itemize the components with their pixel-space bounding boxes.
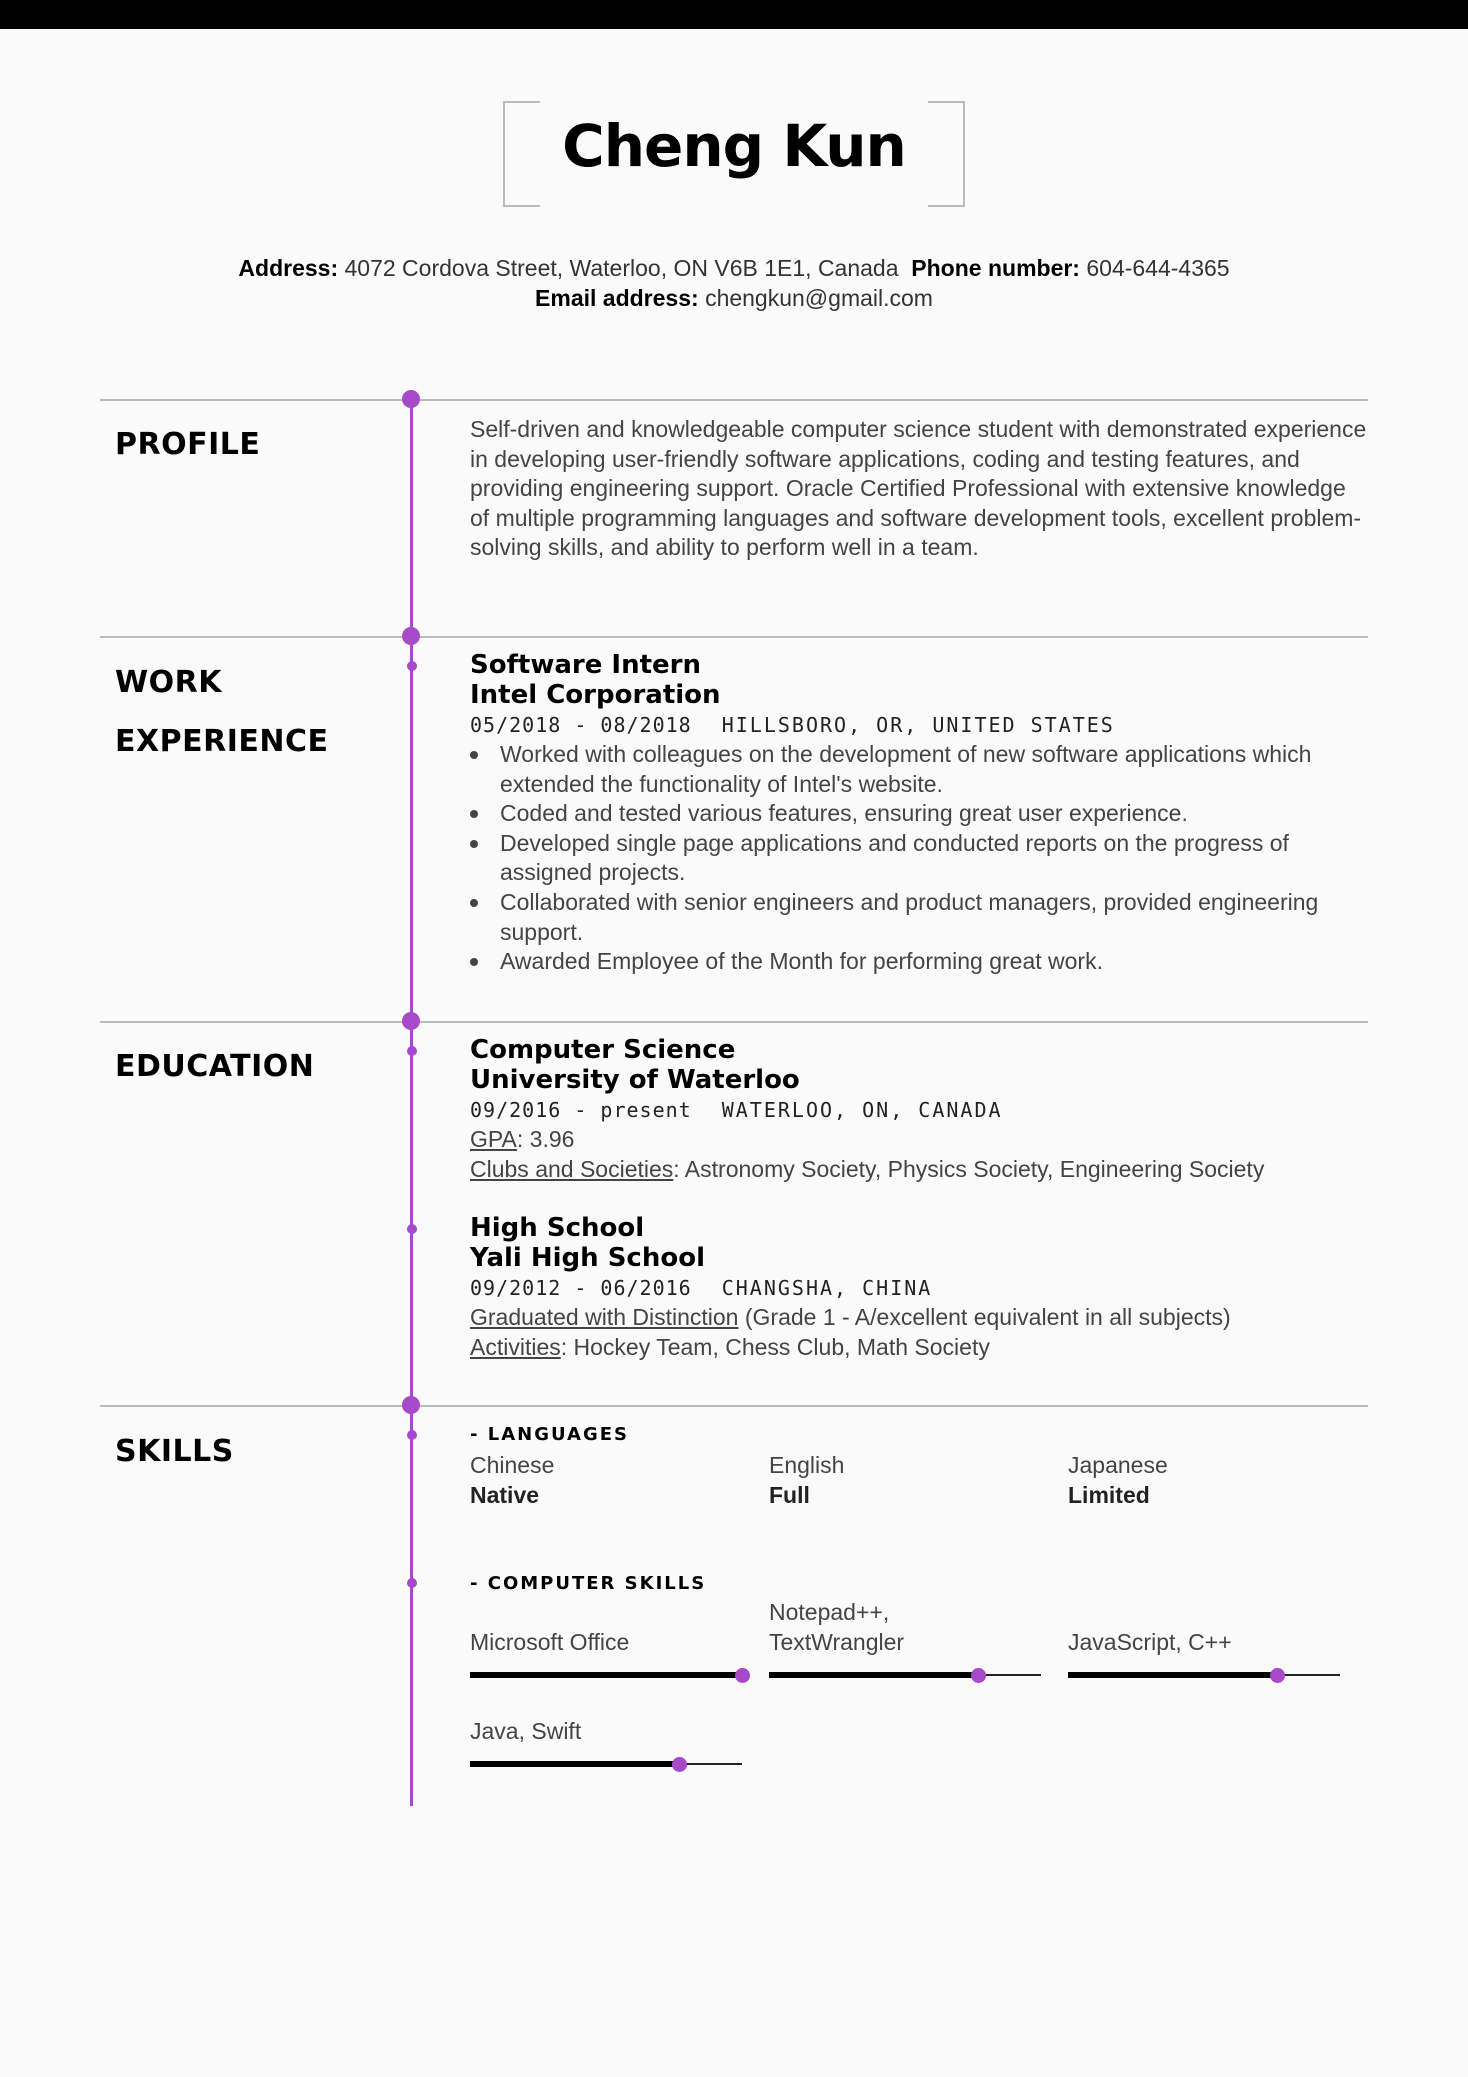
education-degree: Computer Science	[470, 1035, 736, 1065]
language-level: Limited	[1068, 1482, 1150, 1508]
education-heading: EDUCATION	[115, 1049, 315, 1084]
education-entry-dot	[407, 1046, 417, 1056]
education-timeline-dot	[402, 1012, 420, 1030]
education-school: University of Waterloo	[470, 1065, 800, 1095]
contact-line-1	[0, 255, 1468, 282]
language-name: Japanese	[1068, 1452, 1168, 1478]
skill-bar-fill	[470, 1761, 679, 1767]
profile-divider	[100, 399, 1368, 401]
education-detail-value: : 3.96	[516, 1126, 575, 1152]
profile-text: Self-driven and knowledgeable computer science student with demonstrated experience in developing user-friendly software applications, coding and testing features, and providing engineering support. Oracle Certified Professional with extensive knowledge of multiple programming languages and software development tools, excellent problem-solving skills, and ability to perform well in a team.	[470, 416, 1367, 561]
work-heading-line1: WORK	[115, 665, 222, 700]
computer-skill-bar	[1068, 1665, 1340, 1685]
languages-heading: - LANGUAGES	[470, 1424, 630, 1445]
skill-bar-marker	[735, 1668, 750, 1683]
top-bar	[0, 0, 1468, 29]
education-location: CHANGSHA, CHINA	[721, 1276, 933, 1300]
contact-line-2	[0, 285, 1468, 312]
address-label: Address:	[238, 255, 339, 281]
skills-heading: SKILLS	[115, 1434, 234, 1469]
language-level: Native	[470, 1482, 540, 1508]
education-detail-value: : Astronomy Society, Physics Society, Engineering Society	[673, 1156, 1265, 1182]
timeline-line	[410, 400, 413, 1806]
education-meta	[470, 1276, 932, 1300]
education-location: WATERLOO, ON, CANADA	[721, 1098, 1003, 1122]
computer-skill-name: Java, Swift	[470, 1718, 582, 1744]
language-name: Chinese	[470, 1452, 555, 1478]
work-heading	[115, 653, 328, 771]
computer-skill-name: Notepad++, TextWrangler	[769, 1599, 905, 1655]
computer-skill-bar	[470, 1665, 742, 1685]
computer-skill-bar	[769, 1665, 1041, 1685]
language-name: English	[769, 1452, 845, 1478]
education-meta	[470, 1098, 1003, 1122]
languages-dot	[407, 1430, 417, 1440]
computer-skill-name: JavaScript, C++	[1068, 1629, 1232, 1655]
email-label: Email address:	[535, 285, 699, 311]
job-bullet: Awarded Employee of the Month for performing great work.	[470, 947, 1370, 977]
skill-bar-marker	[672, 1757, 687, 1772]
computer-skill-bar	[470, 1754, 742, 1774]
education-dates: 09/2016 - present	[470, 1098, 692, 1122]
address-value: 4072 Cordova Street, Waterloo, ON V6B 1E1, Canada	[344, 255, 899, 281]
skill-bar-fill	[769, 1672, 978, 1678]
computer-skills-dot	[407, 1578, 417, 1588]
work-heading-line2: EXPERIENCE	[115, 724, 329, 759]
work-divider	[100, 636, 1368, 638]
candidate-name: Cheng Kun	[562, 112, 906, 180]
education-detail	[470, 1155, 1370, 1185]
job-location: HILLSBORO, OR, UNITED STATES	[721, 713, 1115, 737]
education-detail-label: Clubs and Societies	[470, 1156, 674, 1182]
language-level: Full	[769, 1482, 810, 1508]
computer-skill-name: Microsoft Office	[470, 1629, 630, 1655]
email-value[interactable]: chengkun@gmail.com	[705, 285, 933, 311]
job-bullet: Worked with colleagues on the development of new software applications which extended the functionality of Intel's website.	[470, 740, 1370, 799]
profile-heading: PROFILE	[115, 427, 261, 462]
skills-timeline-dot	[402, 1396, 420, 1414]
skill-bar-marker	[1270, 1668, 1285, 1683]
profile-timeline-dot	[402, 390, 420, 408]
job-meta	[470, 713, 1115, 737]
job-dates: 05/2018 - 08/2018	[470, 713, 692, 737]
education-detail-value: (Grade 1 - A/excellent equivalent in all subjects)	[738, 1304, 1231, 1330]
phone-label: Phone number:	[911, 255, 1080, 281]
education-divider	[100, 1021, 1368, 1023]
job-bullet: Developed single page applications and conducted reports on the progress of assigned projects.	[470, 829, 1370, 888]
education-degree: High School	[470, 1213, 645, 1243]
education-school: Yali High School	[470, 1243, 705, 1273]
education-dates: 09/2012 - 06/2016	[470, 1276, 692, 1300]
skill-bar-marker	[971, 1668, 986, 1683]
phone-value: 604-644-4365	[1086, 255, 1230, 281]
job-timeline-dot	[407, 661, 417, 671]
skill-bar-fill	[470, 1672, 742, 1678]
education-entry-dot	[407, 1224, 417, 1234]
education-detail-label: Activities	[470, 1334, 561, 1360]
computer-skills-heading: - COMPUTER SKILLS	[470, 1573, 707, 1594]
job-title: Software Intern	[470, 650, 701, 680]
education-detail	[470, 1125, 1370, 1155]
job-bullet: Collaborated with senior engineers and product managers, provided engineering support.	[470, 888, 1370, 947]
work-timeline-dot	[402, 627, 420, 645]
education-detail	[470, 1333, 1370, 1363]
education-detail	[470, 1303, 1370, 1333]
education-detail-label: Graduated with Distinction	[470, 1304, 739, 1330]
education-detail-value: : Hockey Team, Chess Club, Math Society	[560, 1334, 990, 1360]
education-detail-label: GPA	[470, 1126, 517, 1152]
job-bullet: Coded and tested various features, ensuring great user experience.	[470, 799, 1370, 829]
job-company: Intel Corporation	[470, 680, 721, 710]
skill-bar-fill	[1068, 1672, 1277, 1678]
skills-divider	[100, 1405, 1368, 1407]
job-bullets	[470, 740, 1370, 977]
